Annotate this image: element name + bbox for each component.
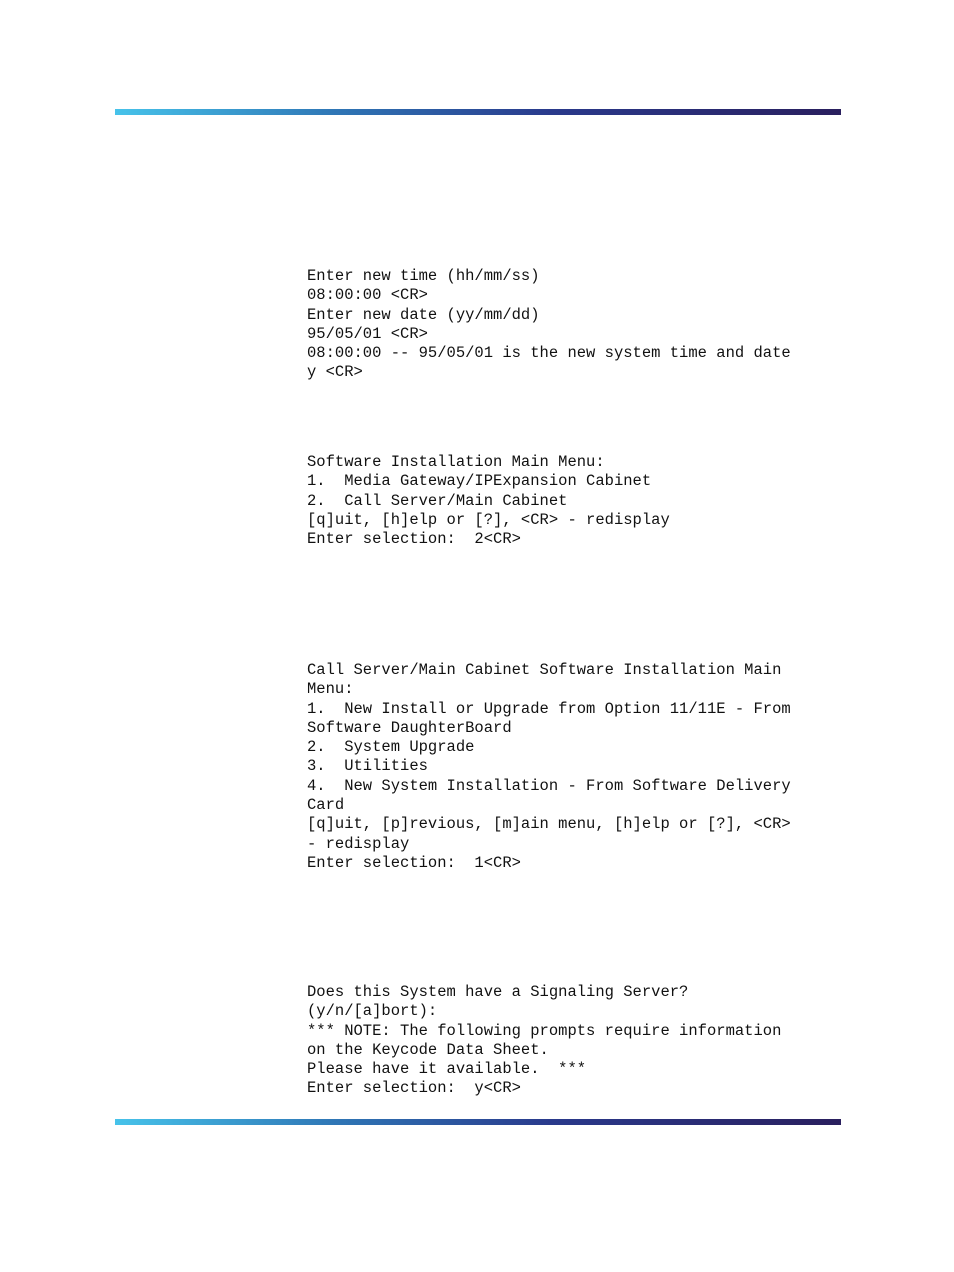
signaling-server-prompt-block xyxy=(307,983,827,1099)
terminal-line: Software DaughterBoard xyxy=(307,718,512,737)
footer-rule xyxy=(115,1119,841,1125)
terminal-line: 2. Call Server/Main Cabinet xyxy=(307,491,568,510)
terminal-line: 95/05/01 <CR> xyxy=(307,324,428,343)
terminal-line: Does this System have a Signaling Server? xyxy=(307,983,689,1001)
terminal-line: on the Keycode Data Sheet. xyxy=(307,1040,549,1059)
terminal-line: Enter new date (yy/mm/dd) xyxy=(307,305,540,324)
terminal-line: Card xyxy=(307,796,345,815)
terminal-line: Enter selection: y<CR> xyxy=(307,1079,521,1098)
terminal-line: *** NOTE: The following prompts require information xyxy=(307,1021,782,1040)
call-server-installation-menu-block xyxy=(307,661,827,873)
software-installation-main-menu-block xyxy=(307,453,827,549)
terminal-line: Menu: xyxy=(307,680,354,699)
terminal-line: Enter selection: 1<CR> xyxy=(307,853,521,872)
terminal-line: - redisplay xyxy=(307,834,410,853)
terminal-line: Enter new time (hh/mm/ss) xyxy=(307,267,540,285)
terminal-line: (y/n/[a]bort): xyxy=(307,1002,438,1021)
terminal-line: y <CR> xyxy=(307,363,363,382)
header-rule xyxy=(115,109,841,115)
time-date-terminal-block xyxy=(307,267,827,383)
terminal-line: 08:00:00 <CR> xyxy=(307,286,428,305)
terminal-line: 2. System Upgrade xyxy=(307,738,475,757)
terminal-line: 3. Utilities xyxy=(307,757,428,776)
terminal-line: 1. Media Gateway/IPExpansion Cabinet xyxy=(307,472,652,491)
terminal-line: [q]uit, [p]revious, [m]ain menu, [h]elp or [?], <CR> xyxy=(307,815,791,834)
terminal-line: Call Server/Main Cabinet Software Installation Main xyxy=(307,661,782,679)
terminal-line: [q]uit, [h]elp or [?], <CR> - redisplay xyxy=(307,510,670,529)
terminal-line: 08:00:00 -- 95/05/01 is the new system time and date xyxy=(307,344,791,363)
terminal-line: 4. New System Installation - From Software Delivery xyxy=(307,776,791,795)
terminal-line: 1. New Install or Upgrade from Option 11/11E - From xyxy=(307,699,791,718)
terminal-line: Please have it available. *** xyxy=(307,1060,587,1079)
terminal-line: Enter selection: 2<CR> xyxy=(307,530,521,549)
terminal-line: Software Installation Main Menu: xyxy=(307,453,605,471)
